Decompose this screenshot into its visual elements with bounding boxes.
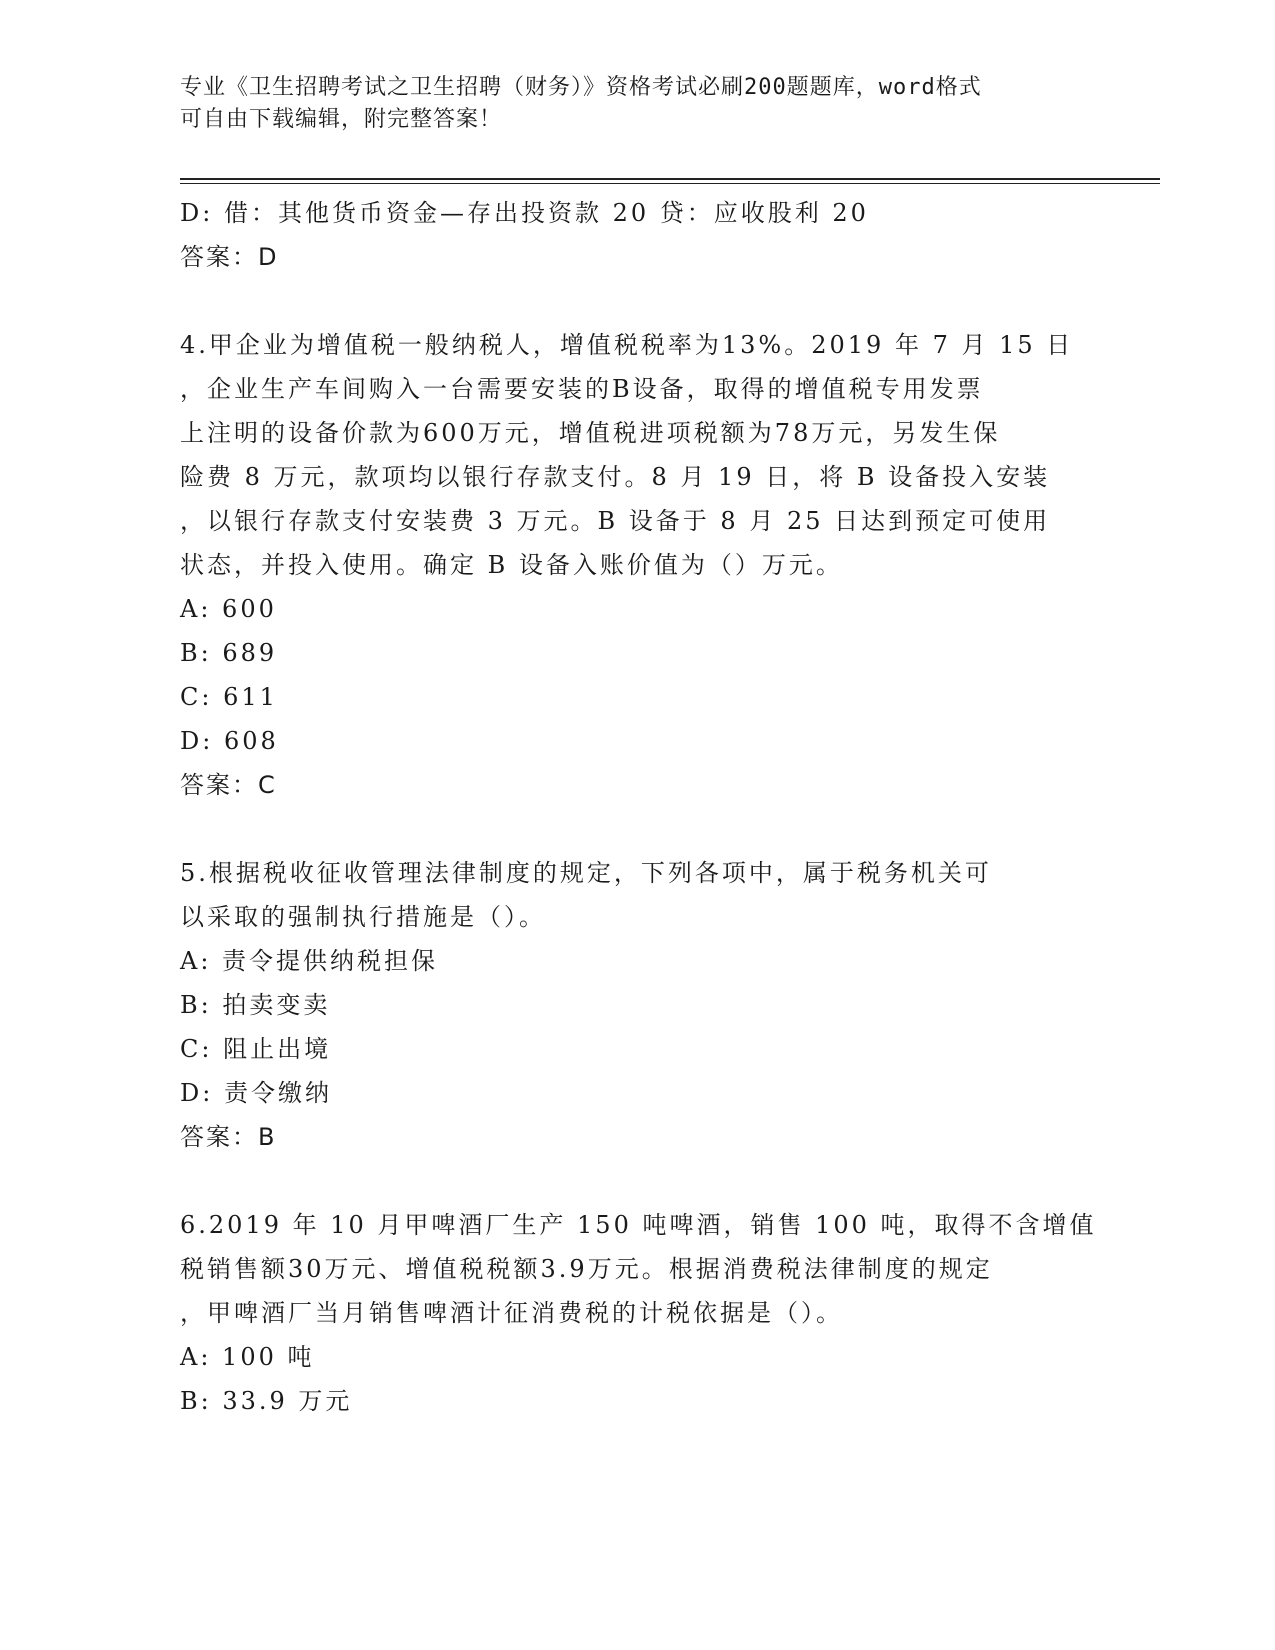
q6-option-a: A: 100 吨	[180, 1343, 315, 1371]
q5-answer: 答案：B	[180, 1123, 277, 1151]
q3-answer: 答案：D	[180, 243, 279, 271]
q6-stem-line: 税销售额30万元、增值税税额3.9万元。根据消费税法律制度的规定	[180, 1255, 993, 1283]
q4-stem-line: 上注明的设备价款为600万元，增值税进项税额为78万元，另发生保	[180, 419, 1001, 447]
spacer	[180, 807, 1080, 851]
q3-option-d: D: 借：其他货币资金—存出投资款 20 贷：应收股利 20	[180, 199, 869, 227]
q6-option-b: B: 33.9 万元	[180, 1387, 353, 1415]
q6-stem-line: ，甲啤酒厂当月销售啤酒计征消费税的计税依据是（）。	[180, 1299, 843, 1327]
q4-option-b: B: 689	[180, 639, 278, 667]
q5-stem-line: 以采取的强制执行措施是（）。	[180, 903, 546, 931]
q5-option-c: C: 阻止出境	[180, 1035, 332, 1063]
spacer	[180, 1159, 1080, 1203]
q5-option-a: A: 责令提供纳税担保	[180, 947, 439, 975]
document-body	[180, 191, 1097, 1423]
q5-stem-line: 5.根据税收征收管理法律制度的规定，下列各项中，属于税务机关可	[180, 859, 992, 887]
q5-option-d: D: 责令缴纳	[180, 1079, 332, 1107]
q4-option-a: A: 600	[180, 595, 277, 623]
q4-stem-line: 险费 8 万元，款项均以银行存款支付。8 月 19 日，将 B 设备投入安装	[180, 463, 1051, 491]
header-title-line1: 专业《卫生招聘考试之卫生招聘（财务）》资格考试必刷200题题库，word格式	[180, 75, 982, 100]
header-divider	[180, 178, 1160, 180]
document-header	[180, 72, 1060, 136]
q4-stem-line: ，以银行存款支付安装费 3 万元。B 设备于 8 月 25 日达到预定可使用	[180, 507, 1051, 535]
header-title-line2: 可自由下载编辑，附完整答案！	[180, 107, 503, 132]
q4-stem-line: 状态，并投入使用。确定 B 设备入账价值为（）万元。	[180, 551, 843, 579]
spacer	[180, 279, 1080, 323]
question-6	[180, 1203, 1097, 1423]
q4-option-d: D: 608	[180, 727, 279, 755]
q6-stem-line: 6.2019 年 10 月甲啤酒厂生产 150 吨啤酒，销售 100 吨，取得不含增值	[180, 1211, 1097, 1239]
question-4	[180, 323, 1080, 807]
q4-stem-line: 4.甲企业为增值税一般纳税人，增值税税率为13%。2019 年 7 月 15 日	[180, 331, 1074, 359]
header-divider-thin	[180, 183, 1160, 184]
question-5	[180, 851, 1080, 1159]
q5-option-b: B: 拍卖变卖	[180, 991, 331, 1019]
q4-answer: 答案：C	[180, 771, 277, 799]
q4-stem-line: ，企业生产车间购入一台需要安装的B设备，取得的增值税专用发票	[180, 375, 984, 403]
q4-option-c: C: 611	[180, 683, 278, 711]
